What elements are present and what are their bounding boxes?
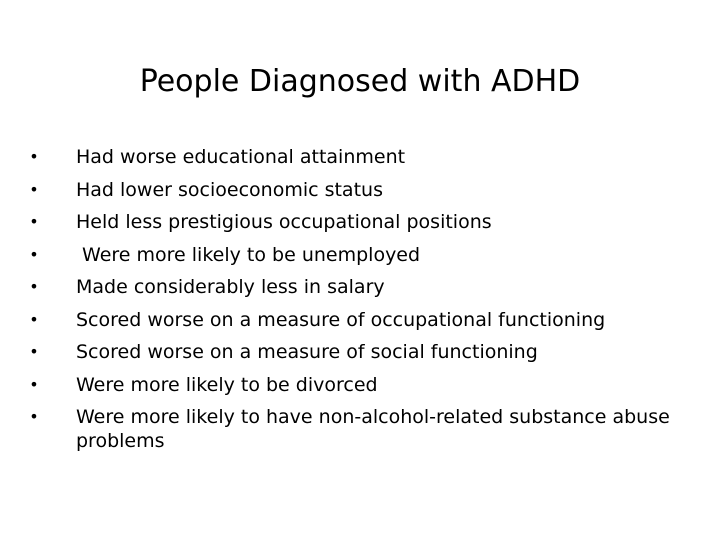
bullet-item — [28, 141, 688, 174]
bullet-icon: • — [29, 212, 39, 231]
bullet-icon: • — [29, 244, 39, 264]
slide-title: People Diagnosed with ADHD — [139, 64, 581, 99]
bullet-icon: • — [29, 342, 39, 361]
bullet-item — [28, 401, 688, 453]
bullet-list — [28, 141, 688, 453]
bullet-icon: • — [29, 309, 39, 329]
bullet-text: Were more likely to be unemployed — [76, 243, 421, 266]
bullet-icon: • — [29, 277, 39, 296]
bullet-item — [28, 271, 688, 304]
bullet-item — [28, 206, 688, 239]
bullet-icon: • — [29, 407, 39, 426]
bullet-text: Made considerably less in salary — [76, 276, 385, 298]
bullet-icon: • — [29, 374, 39, 394]
bullet-text: Were more likely to be divorced — [76, 373, 378, 396]
bullet-item — [28, 174, 688, 207]
bullet-text: Scored worse on a measure of social functioning — [76, 341, 538, 363]
bullet-text: Scored worse on a measure of occupational functioning — [76, 308, 606, 331]
bullet-text: Held less prestigious occupational positions — [76, 211, 492, 233]
bullet-text: Had lower socioeconomic status — [76, 178, 383, 201]
bullet-icon: • — [29, 179, 39, 199]
bullet-icon: • — [29, 147, 39, 166]
bullet-text: Had worse educational attainment — [76, 146, 406, 168]
bullet-text: Were more likely to have non-alcohol-related substance abuse problems — [76, 406, 670, 452]
bullet-item — [28, 369, 688, 402]
bullet-item — [28, 304, 688, 337]
bullet-item — [28, 239, 688, 272]
bullet-item — [28, 336, 688, 369]
